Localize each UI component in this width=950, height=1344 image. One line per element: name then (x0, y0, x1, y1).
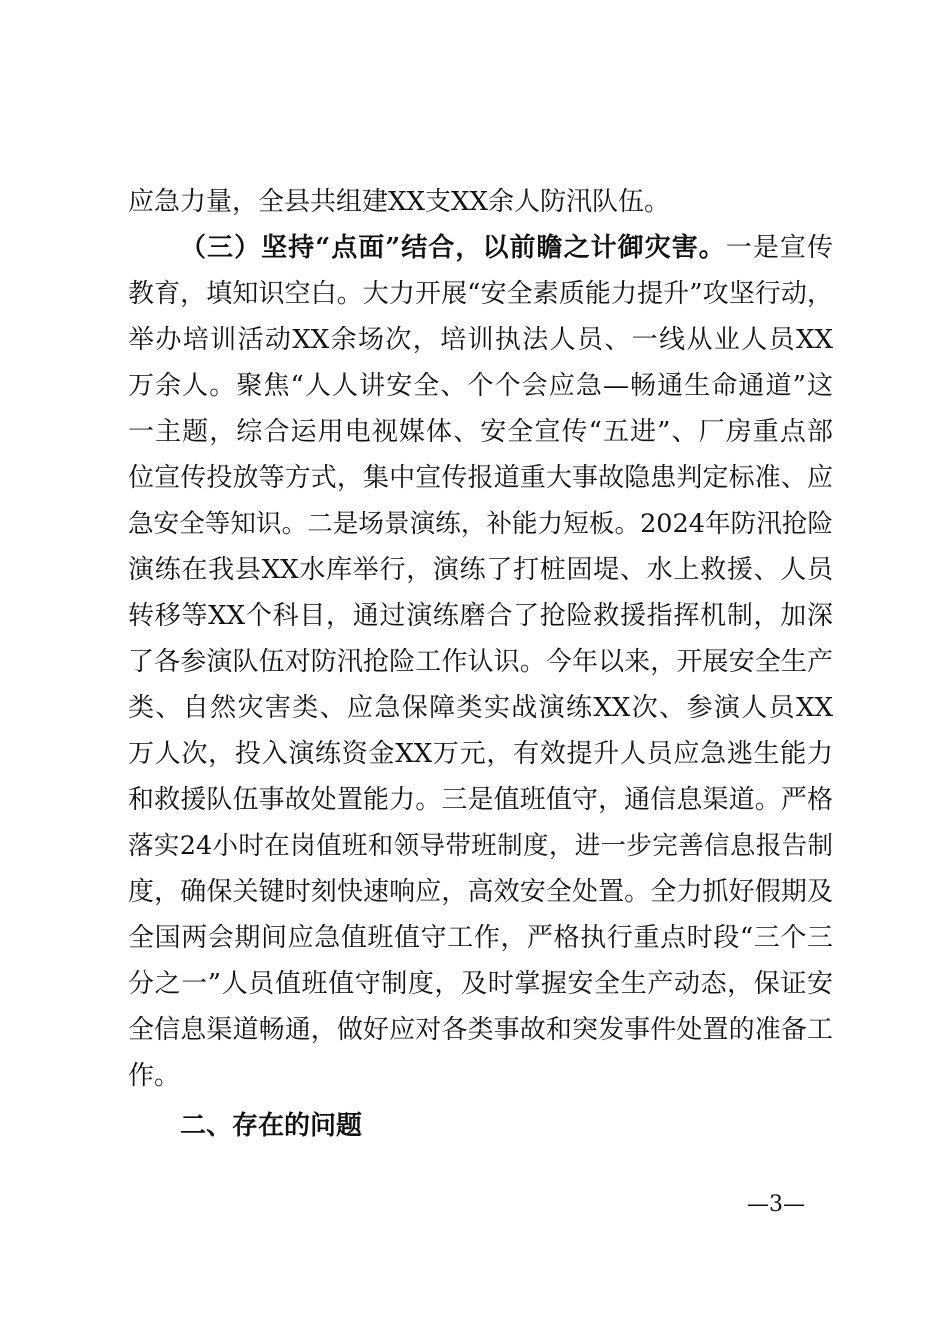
paragraph-line: 急安全等知识。二是场景演练，补能力短板。2024年防汛抢险 (128, 509, 833, 539)
page-number: —3— (747, 1192, 805, 1217)
paragraph-line: 和救援队伍事故处置能力。三是值班值守，通信息渠道。严格 (128, 785, 833, 815)
paragraph-line: 举办培训活动XX余场次，培训执法人员、一线从业人员XX (128, 325, 833, 355)
paragraph-line: 位宣传投放等方式，集中宣传报道重大事故隐患判定标准、应 (128, 463, 833, 493)
paragraph-line: 应急力量，全县共组建XX支XX余人防汛队伍。 (128, 187, 671, 217)
section-lead-text: 一是宣传 (725, 233, 833, 263)
paragraph-line: 一主题，综合运用电视媒体、安全宣传“五进”、厂房重点部 (128, 417, 833, 447)
paragraph-line: 分之一”人员值班值守制度，及时掌握安全生产动态，保证安 (128, 969, 833, 999)
paragraph-line: 全国两会期间应急值班值守工作，严格执行重点时段“三个三 (128, 923, 833, 953)
paragraph-line: 转移等XX个科目，通过演练磨合了抢险救援指挥机制，加深 (128, 601, 833, 631)
section-line (180, 226, 833, 270)
paragraph-line: 度，确保关键时刻快速响应，高效安全处置。全力抓好假期及 (128, 877, 833, 907)
section-title: （三）坚持“点面”结合，以前瞻之计御灾害。 (180, 233, 726, 263)
paragraph-line: 万余人。聚焦“人人讲安全、个个会应急—畅通生命通道”这 (128, 371, 833, 401)
paragraph-line: 了各参演队伍对防汛抢险工作认识。今年以来，开展安全生产 (128, 647, 833, 677)
paragraph-line: 教育，填知识空白。大力开展“安全素质能力提升”攻坚行动， (128, 279, 833, 309)
paragraph-line: 全信息渠道畅通，做好应对各类事故和突发事件处置的准备工 (128, 1015, 833, 1045)
paragraph-line: 万人次，投入演练资金XX万元，有效提升人员应急逃生能力 (128, 739, 833, 769)
paragraph-line: 演练在我县XX水库举行，演练了打桩固堤、水上救援、人员 (128, 555, 833, 585)
section-heading: 二、存在的问题 (180, 1111, 363, 1141)
paragraph-line: 类、自然灾害类、应急保障类实战演练XX次、参演人员XX (128, 693, 833, 723)
paragraph-line: 作。 (128, 1061, 181, 1091)
paragraph-line: 落实24小时在岗值班和领导带班制度，进一步完善信息报告制 (128, 831, 833, 861)
